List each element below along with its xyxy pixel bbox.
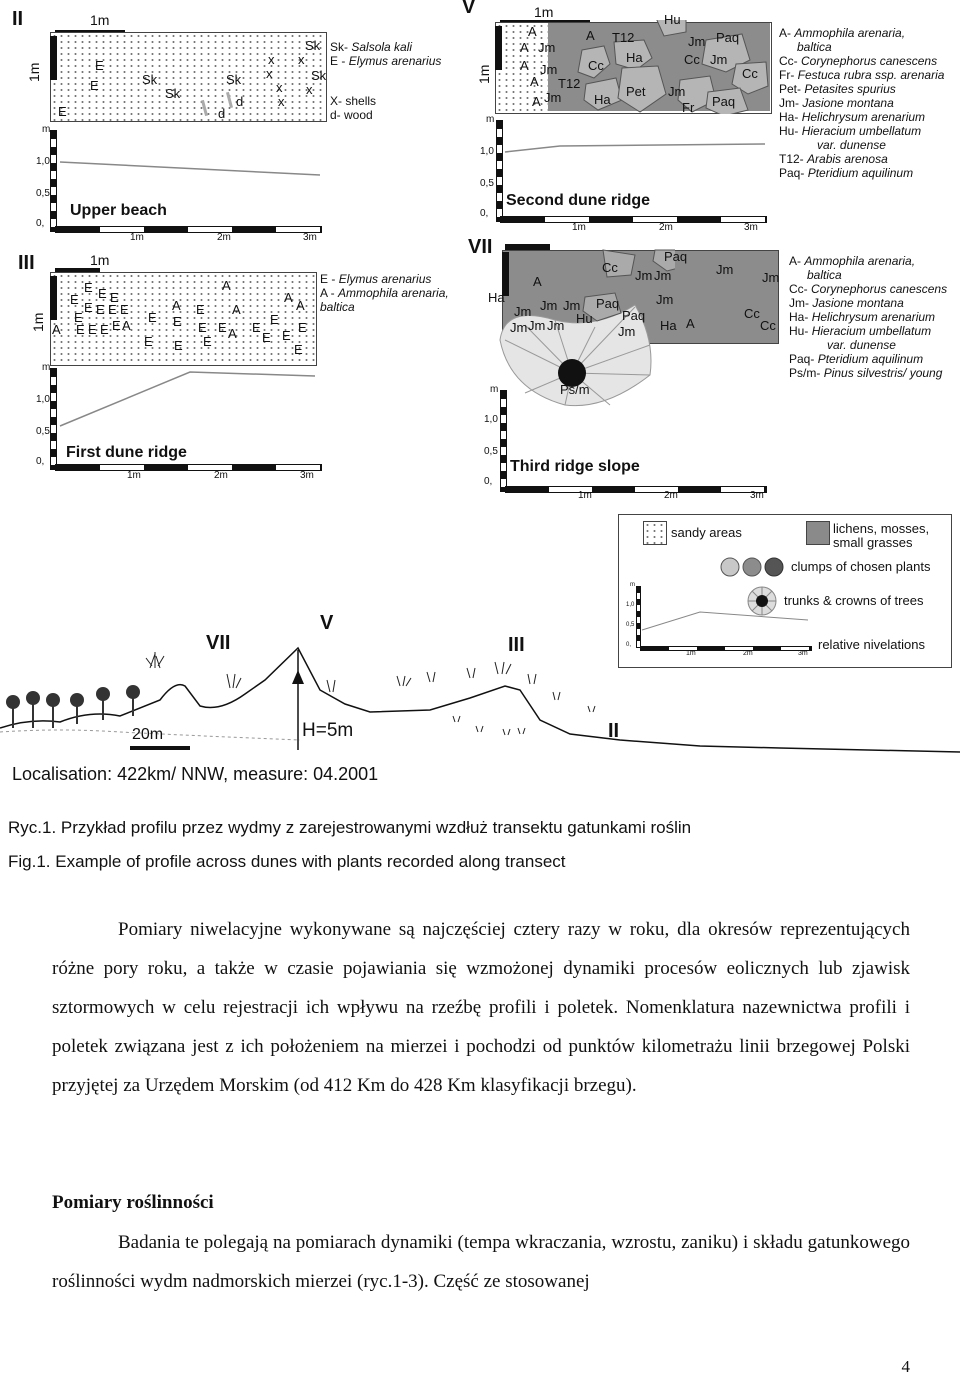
sandy-label: sandy areas — [671, 525, 742, 540]
legend-code: Ps/m- — [789, 366, 821, 380]
panel-iii-title: First dune ridge — [66, 444, 187, 461]
species-mark: E — [144, 334, 153, 349]
species-mark: Ha — [488, 290, 505, 305]
species-mark: Sk — [165, 86, 181, 101]
legend-code: Ha- — [779, 110, 799, 124]
species-mark: E — [58, 104, 67, 119]
panel-ii-height: 1m — [26, 62, 42, 82]
species-mark: Ha — [594, 92, 611, 107]
legend-name: Elymus arenarius — [338, 272, 432, 286]
species-mark: Ps/m — [560, 382, 590, 397]
horizontal-scale — [505, 486, 767, 493]
species-mark: E — [294, 342, 303, 357]
legend-code: Jm- — [789, 296, 809, 310]
legend-name: Corynephorus canescens — [801, 54, 938, 68]
clumps-swatch — [718, 555, 790, 579]
caption-en: Fig.1. Example of profile across dunes with plants recorded along transect — [8, 852, 566, 871]
trunks-label: trunks & crowns of trees — [784, 593, 924, 608]
species-mark: E — [108, 302, 117, 317]
tick-label: 0,5 — [36, 188, 50, 199]
species-mark: Jm — [710, 52, 728, 67]
species-mark: x — [266, 66, 273, 81]
height-bar — [50, 276, 57, 320]
profile-scale-label: 20m — [132, 726, 164, 743]
species-mark: A — [686, 316, 695, 331]
panel-iii-height: 1m — [30, 312, 46, 332]
species-mark: E — [84, 280, 93, 295]
legend-name: Hieracium umbellatum — [811, 324, 932, 338]
scale-label: 1m — [578, 490, 592, 501]
legend-code: X- — [330, 94, 342, 108]
species-mark: Sk — [226, 72, 242, 87]
species-mark: E — [148, 310, 157, 325]
profile-label-ii: II — [608, 720, 620, 742]
species-mark: Jm — [716, 262, 734, 277]
species-mark: Cc — [602, 260, 618, 275]
species-mark: Cc — [744, 306, 760, 321]
tick-label: 0,5 — [484, 446, 498, 457]
species-mark: Jm — [547, 318, 565, 333]
species-mark: E — [262, 330, 271, 345]
species-mark: Ha — [660, 318, 677, 333]
species-mark: Cc — [588, 58, 604, 73]
species-mark: T12 — [612, 30, 635, 45]
species-mark: A — [530, 74, 539, 89]
legend-name: Ammophila arenaria, — [804, 254, 916, 268]
species-mark: A — [52, 322, 61, 337]
panel-iii-legend — [320, 272, 460, 314]
tick-label: m — [490, 384, 499, 395]
legend-name: Festuca rubra ssp. arenaria — [797, 68, 945, 82]
species-mark: E — [203, 334, 212, 349]
localisation-label: Localisation: 422km/ NNW, measure: 04.2001 — [12, 764, 379, 784]
paragraph-1 — [52, 910, 910, 1105]
panel-vii-title: Third ridge slope — [510, 458, 640, 475]
tick-label: 0, — [480, 208, 489, 219]
species-mark: A — [222, 278, 231, 293]
species-mark: E — [84, 300, 93, 315]
panel-v-title: Second dune ridge — [506, 192, 651, 209]
scale-label: 1m — [572, 222, 586, 233]
tick-label: 0,5 — [36, 426, 50, 437]
legend-name: Pinus silvestris/ young — [823, 366, 943, 380]
species-mark: Jm — [618, 324, 636, 339]
species-mark: A — [122, 318, 131, 333]
species-mark: Hu — [576, 311, 593, 326]
species-mark: x — [298, 52, 305, 67]
lichens-label: lichens, mosses, small grasses — [833, 521, 930, 550]
species-mark: E — [70, 292, 79, 307]
legend-code: Pet- — [779, 82, 802, 96]
niv-scale-label: 3m — [798, 650, 808, 657]
species-mark: Jm — [544, 90, 562, 105]
legend-code: E - — [330, 54, 346, 68]
species-mark: E — [76, 322, 85, 337]
species-mark: d — [218, 106, 226, 121]
section-heading: Pomiary roślinności — [52, 1192, 214, 1213]
legend-name: Jasione montana — [812, 296, 904, 310]
species-mark: A — [528, 24, 537, 39]
scale-label: 1m — [130, 232, 144, 243]
lichens-swatch — [806, 521, 830, 545]
legend-code: Sk- — [330, 40, 348, 54]
species-mark: Ha — [626, 50, 643, 65]
legend-name: Arabis arenosa — [807, 152, 888, 166]
panel-vii-label: VII — [468, 236, 493, 258]
species-mark: E — [95, 58, 104, 73]
profile-label-iii: III — [508, 634, 525, 656]
species-mark: Cc — [760, 318, 776, 333]
panel-ii-label: II — [12, 8, 24, 30]
legend-name: Pteridium aquilinum — [807, 166, 914, 180]
species-mark: A — [520, 58, 529, 73]
tick-label: 0, — [484, 476, 493, 487]
species-mark: E — [96, 302, 105, 317]
species-mark: E — [88, 322, 97, 337]
niv-tick: 0, — [626, 642, 632, 648]
niv-label: relative nivelations — [818, 637, 925, 652]
tick-label: 1,0 — [480, 146, 494, 157]
species-mark: Fr — [682, 100, 695, 115]
species-mark: E — [298, 320, 307, 335]
species-mark: A — [586, 28, 595, 43]
legend-code: Cc- — [779, 54, 798, 68]
species-mark: E — [98, 286, 107, 301]
tick-label: 1,0 — [484, 414, 498, 425]
legend-code: Hu- — [789, 324, 809, 338]
paragraph-2-text: Badania te polegają na pomiarach dynamiki (tempa wkraczania, wzrostu, zaniku) i składu gatunkowego roślinności wydm nadmorskich mierzei (ryc.1-3). Część ze stosowanej — [52, 1232, 910, 1292]
niv-line — [640, 600, 810, 640]
tick-label: m — [42, 124, 51, 135]
panel-iii-scale-top: 1m — [90, 252, 110, 268]
horizontal-scale — [55, 464, 322, 471]
species-mark: E — [120, 302, 129, 317]
species-mark: E — [74, 310, 83, 325]
species-mark: Cc — [684, 52, 700, 67]
species-mark: E — [282, 328, 291, 343]
legend-code: T12- — [779, 152, 804, 166]
legend-code: E - — [320, 272, 336, 286]
species-mark: Paq — [596, 296, 620, 311]
legend-name: Ammophila arenaria, — [794, 26, 906, 40]
species-mark: Sk — [311, 68, 327, 83]
species-mark: Jm — [654, 268, 672, 283]
species-mark: x — [278, 94, 285, 109]
species-mark: Sk — [142, 72, 158, 87]
panel-ii-scale-top: 1m — [90, 12, 110, 28]
panel-v-height: 1m — [476, 64, 492, 84]
niv-tick: 0,5 — [626, 622, 635, 628]
scale-label: 2m — [217, 232, 231, 243]
species-mark: x — [276, 80, 283, 95]
legend-code: A- — [779, 26, 791, 40]
species-mark: Cc — [742, 66, 758, 81]
scale-label: 2m — [214, 470, 228, 481]
horizontal-scale — [55, 226, 322, 233]
species-mark: E — [112, 318, 121, 333]
scale-label: 2m — [664, 490, 678, 501]
species-mark: A — [520, 40, 529, 55]
legend-code: Paq- — [789, 352, 815, 366]
species-mark: Jm — [540, 62, 558, 77]
species-mark: E — [218, 320, 227, 335]
tick-label: 1,0 — [36, 156, 50, 167]
species-mark: Jm — [668, 84, 686, 99]
species-mark: Paq — [712, 94, 736, 109]
species-mark: Jm — [635, 268, 653, 283]
species-mark: x — [268, 52, 275, 67]
species-mark: Jm — [528, 318, 546, 333]
legend-code: Paq- — [779, 166, 805, 180]
legend-name: Pteridium aquilinum — [817, 352, 924, 366]
legend-code: Cc- — [789, 282, 808, 296]
legend-code: A- — [789, 254, 801, 268]
profile-label-vii: VII — [206, 632, 231, 654]
legend-name: var. dunense — [817, 138, 886, 152]
legend-name: wood — [344, 108, 373, 122]
species-mark: d — [236, 94, 244, 109]
species-mark: A — [532, 94, 541, 109]
legend-name: Petasites spurius — [804, 82, 896, 96]
tick-label: m — [486, 114, 495, 125]
height-bar — [495, 26, 502, 70]
legend-code: Ha- — [789, 310, 809, 324]
species-mark: Jm — [563, 298, 581, 313]
species-mark: A — [172, 298, 181, 313]
species-mark: E — [196, 302, 205, 317]
profile-label-v: V — [320, 612, 334, 634]
legend-name: Hieracium umbellatum — [801, 124, 922, 138]
legend-code: Hu- — [779, 124, 799, 138]
panel-v-legend — [779, 26, 944, 180]
panel-ii-title: Upper beach — [70, 202, 167, 219]
species-mark: A — [296, 298, 305, 313]
species-mark: A — [232, 302, 241, 317]
niv-tick: 1,0 — [626, 602, 635, 608]
species-mark: E — [174, 338, 183, 353]
clumps-label: clumps of chosen plants — [791, 559, 931, 574]
legend-code: A - — [320, 286, 335, 300]
niv-scale-label: 1m — [686, 650, 696, 657]
panel-ii-legend — [330, 40, 441, 122]
species-mark: Paq — [664, 249, 688, 264]
species-mark: T12 — [558, 76, 581, 91]
species-mark: Pet — [626, 84, 646, 99]
species-mark: E — [270, 312, 279, 327]
species-mark: A — [228, 326, 237, 341]
legend-name: Corynephorus canescens — [811, 282, 948, 296]
species-mark: E — [252, 320, 261, 335]
profile-height-label: H=5m — [302, 720, 354, 741]
niv-scale-label: 2m — [743, 650, 753, 657]
species-mark: A — [284, 290, 293, 305]
species-mark: Paq — [622, 308, 646, 323]
scale-label: 2m — [659, 222, 673, 233]
species-mark: Jm — [762, 270, 780, 285]
profile-scale-bar — [130, 746, 190, 750]
species-mark: Jm — [510, 320, 528, 335]
legend-code: d- — [330, 108, 341, 122]
species-mark: E — [100, 322, 109, 337]
species-mark: A — [533, 274, 542, 289]
sandy-swatch — [643, 521, 667, 545]
panel-v-profile-line — [500, 130, 770, 160]
legend-code: Jm- — [779, 96, 799, 110]
species-mark: E — [110, 290, 119, 305]
tick-label: m — [42, 362, 51, 373]
panel-v-label: V — [462, 0, 476, 18]
species-mark: Jm — [540, 298, 558, 313]
scale-label: 3m — [744, 222, 758, 233]
legend-name: Elymus arenarius — [348, 54, 442, 68]
vertical-scale — [500, 390, 507, 492]
tick-label: 0,5 — [480, 178, 494, 189]
legend-name: Helichrysum arenarium — [801, 110, 926, 124]
panel-iii-label: III — [18, 252, 35, 274]
species-mark: Jm — [656, 292, 674, 307]
species-mark: Sk — [305, 38, 321, 53]
legend-name: var. dunense — [827, 338, 896, 352]
height-bar — [50, 36, 57, 80]
scale-label: 3m — [303, 232, 317, 243]
species-mark: E — [173, 314, 182, 329]
legend-name: Salsola kali — [351, 40, 413, 54]
paragraph-2 — [52, 1223, 910, 1301]
species-mark: Jm — [538, 40, 556, 55]
tick-label: 0, — [36, 456, 45, 467]
panel-ii-quadrat — [50, 32, 327, 122]
panel-iii-profile-line — [55, 364, 320, 444]
legend-name: Ammophila arenaria, baltica — [320, 286, 449, 314]
species-mark: E — [198, 320, 207, 335]
tick-label: 1,0 — [36, 394, 50, 405]
legend-name: Jasione montana — [802, 96, 894, 110]
scale-label: 3m — [750, 490, 764, 501]
panel-v-scale-top: 1m — [534, 4, 554, 20]
page-number: 4 — [901, 1357, 910, 1376]
niv-tick: m — [630, 582, 635, 588]
caption-pl: Ryc.1. Przykład profilu przez wydmy z zarejestrowanymi wzdłuż transektu gatunkami roślin — [8, 818, 692, 837]
legend-name: baltica — [807, 268, 842, 282]
panel-ii-profile-line — [55, 140, 325, 180]
paragraph-1-text: Pomiary niwelacyjne wykonywane są najczęściej cztery razy w roku, dla okresów reprezentujących różne pory roku, a także w czasie pojawiania się wzmożonej dynamiki procesów eolicznych lub zjawisk sztormowych w celu rejestracji ich wpływu na rzeźbę profili i poletek. Nomenklatura nazewnictwa profili i poletek związana jest z ich położeniem na mierzei i pochodzi od punktów kilometrażu linii brzegowej Polski przyjętej za Urzędem Morskim (od 412 Km do 428 Km klasyfikacji brzegu). — [52, 919, 910, 1096]
species-mark: E — [90, 78, 99, 93]
legend-name: Helichrysum arenarium — [811, 310, 936, 324]
panel-vii-legend — [789, 254, 947, 380]
legend-code: Fr- — [779, 68, 795, 82]
horizontal-scale — [500, 216, 767, 223]
species-mark: Jm — [514, 304, 532, 319]
legend-name: shells — [345, 94, 377, 108]
species-mark: x — [306, 82, 313, 97]
scale-label: 3m — [300, 470, 314, 481]
legend-name: baltica — [797, 40, 832, 54]
species-mark: Paq — [716, 30, 740, 45]
scale-label: 1m — [127, 470, 141, 481]
species-mark: Jm — [688, 34, 706, 49]
species-mark: Hu — [664, 12, 681, 27]
tick-label: 0, — [36, 218, 45, 229]
